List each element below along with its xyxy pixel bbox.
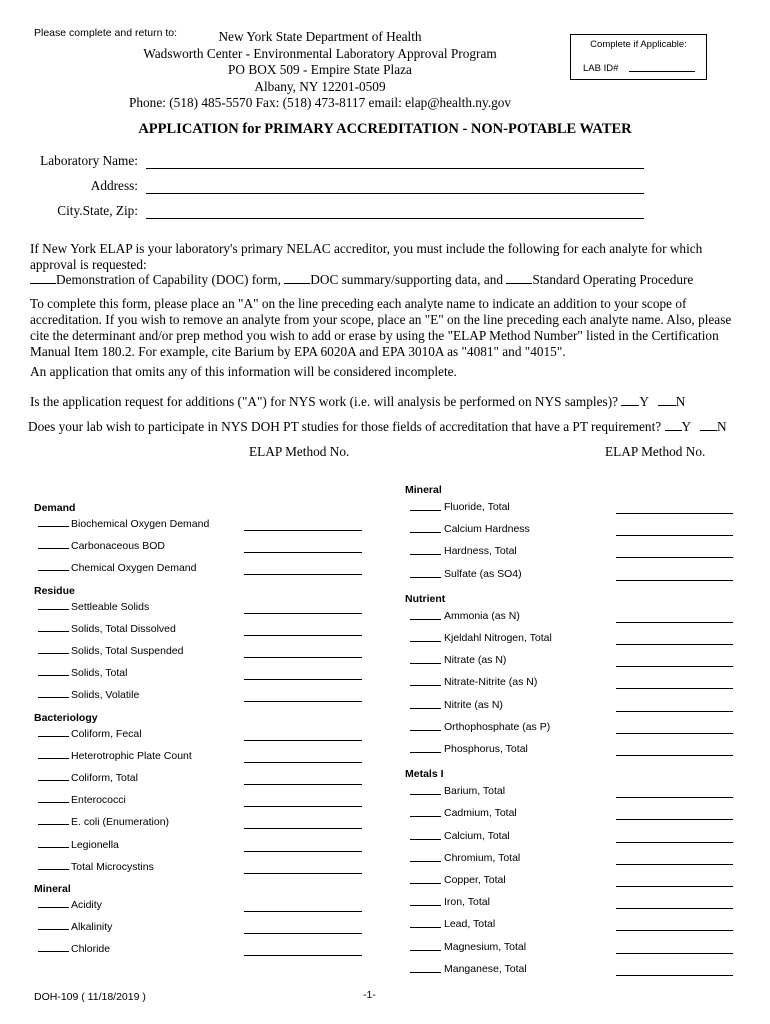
analyte-name: Ammonia (as N) xyxy=(444,609,520,622)
analyte-name: Kjeldahl Nitrogen, Total xyxy=(444,632,552,644)
method-number-input[interactable] xyxy=(616,711,733,712)
analyte-action-blank[interactable] xyxy=(410,861,441,862)
method-number-input[interactable] xyxy=(616,644,733,645)
analyte-action-blank[interactable] xyxy=(410,619,441,620)
method-number-input[interactable] xyxy=(616,908,733,909)
pt-study-no-label: N xyxy=(716,419,727,434)
analyte-action-blank[interactable] xyxy=(410,510,441,511)
analyte-name: Solids, Total Dissolved xyxy=(71,622,176,635)
analyte-action-blank[interactable] xyxy=(410,708,441,709)
analyte-name: Lead, Total xyxy=(444,918,496,931)
analyte-action-blank[interactable] xyxy=(410,839,441,840)
method-number-input[interactable] xyxy=(616,666,733,667)
analyte-action-blank[interactable] xyxy=(38,847,69,848)
doc-form-blank[interactable] xyxy=(30,272,56,284)
analyte-name: Sulfate (as SO4) xyxy=(444,567,522,580)
nys-work-no-blank[interactable] xyxy=(658,394,676,406)
analyte-name: Biochemical Oxygen Demand xyxy=(71,518,210,530)
method-number-input[interactable] xyxy=(244,873,362,874)
lab-id-label: LAB ID# xyxy=(583,63,619,74)
analyte-name: Fluoride, Total xyxy=(444,501,510,513)
method-number-input[interactable] xyxy=(244,911,362,912)
analyte-name: Heterotrophic Plate Count xyxy=(71,749,192,762)
analyte-action-blank[interactable] xyxy=(410,972,441,973)
analyte-name: Magnesium, Total xyxy=(444,940,527,953)
method-number-input[interactable] xyxy=(244,701,362,702)
city-input[interactable] xyxy=(146,218,644,219)
method-number-input[interactable] xyxy=(244,740,362,741)
doc-summary-label: DOC summary/supporting data, and xyxy=(310,272,504,287)
return-instruction: Please complete and return to: xyxy=(34,27,178,39)
sop-label: Standard Operating Procedure xyxy=(532,272,694,287)
analyte-name: Chromium, Total xyxy=(444,851,521,864)
method-number-input[interactable] xyxy=(616,535,733,536)
method-number-input[interactable] xyxy=(244,933,362,934)
analyte-action-blank[interactable] xyxy=(38,780,69,781)
lab-id-input[interactable] xyxy=(629,71,695,72)
analyte-name: Enterococci xyxy=(71,794,126,807)
analyte-action-blank[interactable] xyxy=(38,675,69,676)
method-number-input[interactable] xyxy=(616,953,733,954)
method-number-input[interactable] xyxy=(616,842,733,843)
city-zip: Albany, NY 12201-0509 xyxy=(254,78,386,94)
analyte-action-blank[interactable] xyxy=(38,653,69,654)
address-label: Address: xyxy=(90,178,138,193)
analyte-action-blank[interactable] xyxy=(38,736,69,737)
method-number-input[interactable] xyxy=(244,552,362,553)
method-number-input[interactable] xyxy=(616,688,733,689)
analyte-action-blank[interactable] xyxy=(410,950,441,951)
method-number-input[interactable] xyxy=(616,975,733,976)
section-heading-mineral: Mineral xyxy=(34,883,71,895)
analyte-name: Calcium Hardness xyxy=(444,523,530,536)
analyte-name: Nitrate (as N) xyxy=(444,654,507,667)
analyte-name: Barium, Total xyxy=(444,785,506,798)
analyte-action-blank[interactable] xyxy=(38,824,69,825)
nys-work-no-label: N xyxy=(675,394,686,409)
analyte-action-blank[interactable] xyxy=(38,951,69,952)
analyte-action-blank[interactable] xyxy=(410,641,441,642)
analyte-name: Chemical Oxygen Demand xyxy=(71,562,197,575)
analyte-name: E. coli (Enumeration) xyxy=(71,816,170,829)
analyte-name: Iron, Total xyxy=(444,896,490,909)
section-heading-bacteriology: Bacteriology xyxy=(34,711,98,724)
method-number-input[interactable] xyxy=(616,886,733,887)
analyte-name: Carbonaceous BOD xyxy=(71,540,165,553)
analyte-action-blank[interactable] xyxy=(410,730,441,731)
analyte-action-blank[interactable] xyxy=(38,802,69,803)
analyte-action-blank[interactable] xyxy=(410,883,441,884)
analyte-name: Legionella xyxy=(71,838,119,851)
nys-work-yes-label: Y xyxy=(639,394,649,409)
analyte-name: Orthophosphate (as P) xyxy=(444,720,551,733)
analyte-action-blank[interactable] xyxy=(38,526,69,527)
method-number-input[interactable] xyxy=(616,513,733,514)
section-heading-metals-i: Metals I xyxy=(405,768,444,781)
section-heading-residue: Residue xyxy=(34,584,75,597)
analyte-name: Settleable Solids xyxy=(71,600,150,613)
instruction-paragraph-2: To complete this form, please place an "A" on the line preceding each analyte name to indicate an addition to your scope of accreditation. If you wish to remove an analyte from your scope, place an "E" on the line preceding each analyte name. Also, please cite the determinant and/or prep method you wish to add or erase by using the "ELAP Method Number" listed in the Certification Manual Item 180.2. For example, cite Barium by EPA 6020A and EPA 3010A as "4081" and "4015". xyxy=(30,296,732,359)
lab-name-input[interactable] xyxy=(146,168,644,169)
analyte-action-blank[interactable] xyxy=(410,577,441,578)
analyte-name: Solids, Volatile xyxy=(71,689,140,702)
method-number-input[interactable] xyxy=(616,819,733,820)
city-label: City.State, Zip: xyxy=(57,203,138,218)
pt-study-yes-blank[interactable] xyxy=(665,419,682,431)
section-heading-mineral: Mineral xyxy=(405,484,442,496)
method-number-input[interactable] xyxy=(244,530,362,531)
method-number-input[interactable] xyxy=(244,762,362,763)
pt-study-no-blank[interactable] xyxy=(700,419,717,431)
address-input[interactable] xyxy=(146,193,644,194)
method-number-input[interactable] xyxy=(616,622,733,623)
agency-name: New York State Department of Health xyxy=(218,29,422,44)
method-number-input[interactable] xyxy=(616,580,733,581)
section-heading-nutrient: Nutrient xyxy=(405,592,446,605)
method-number-input[interactable] xyxy=(616,755,733,756)
pt-study-question-text: Does your lab wish to participate in NYS DOH PT studies for those fields of accreditation that have a PT requirement? xyxy=(28,419,662,434)
method-number-input[interactable] xyxy=(244,679,362,680)
analyte-name: Calcium, Total xyxy=(444,829,510,842)
doc-summary-blank[interactable] xyxy=(284,272,310,284)
method-number-input[interactable] xyxy=(616,733,733,734)
left-method-header: ELAP Method No. xyxy=(249,444,350,459)
analyte-action-blank[interactable] xyxy=(38,907,69,908)
analyte-name: Copper, Total xyxy=(444,874,506,886)
analyte-name: Alkalinity xyxy=(71,921,113,934)
analyte-name: Solids, Total Suspended xyxy=(71,645,184,657)
pt-study-yes-label: Y xyxy=(681,419,691,434)
analyte-action-blank[interactable] xyxy=(410,816,441,817)
analyte-action-blank[interactable] xyxy=(38,548,69,549)
analyte-action-blank[interactable] xyxy=(38,609,69,610)
analyte-action-blank[interactable] xyxy=(410,685,441,686)
method-number-input[interactable] xyxy=(244,828,362,829)
method-number-input[interactable] xyxy=(244,635,362,636)
page-number: -1- xyxy=(363,989,376,1001)
analyte-name: Hardness, Total xyxy=(444,545,517,558)
required-items-line xyxy=(30,272,742,288)
method-number-input[interactable] xyxy=(244,613,362,614)
method-number-input[interactable] xyxy=(244,574,362,575)
lab-id-caption: Complete if Applicable: xyxy=(590,39,687,50)
method-number-input[interactable] xyxy=(616,930,733,931)
analyte-name: Coliform, Fecal xyxy=(71,727,142,740)
form-code: DOH-109 ( 11/18/2019 ) xyxy=(34,991,146,1003)
method-number-input[interactable] xyxy=(244,806,362,807)
analyte-name: Total Microcystins xyxy=(71,860,154,873)
method-number-input[interactable] xyxy=(244,955,362,956)
po-box: PO BOX 509 - Empire State Plaza xyxy=(228,62,412,77)
method-number-input[interactable] xyxy=(616,864,733,865)
pt-study-question xyxy=(28,419,758,435)
contact-line: Phone: (518) 485-5570 Fax: (518) 473-8117 email: elap@health.ny.gov xyxy=(128,95,512,110)
analyte-name: Solids, Total xyxy=(71,667,128,680)
analyte-action-blank[interactable] xyxy=(410,794,441,795)
analyte-action-blank[interactable] xyxy=(410,752,441,753)
nys-work-question xyxy=(30,394,742,410)
analyte-action-blank[interactable] xyxy=(38,697,69,698)
analyte-action-blank[interactable] xyxy=(410,554,441,555)
analyte-name: Acidity xyxy=(71,899,102,911)
analyte-name: Cadmium, Total xyxy=(444,807,517,820)
right-method-header: ELAP Method No. xyxy=(605,444,706,459)
analyte-name: Nitrate-Nitrite (as N) xyxy=(444,676,538,689)
analyte-name: Chloride xyxy=(71,943,111,956)
analyte-action-blank[interactable] xyxy=(38,570,69,571)
instruction-paragraph-1: If New York ELAP is your laboratory's primary NELAC accreditor, you must include the following for each analyte for which approval is requested: xyxy=(30,241,703,272)
method-number-input[interactable] xyxy=(244,851,362,852)
method-number-input[interactable] xyxy=(244,784,362,785)
method-number-input[interactable] xyxy=(616,797,733,798)
method-number-input[interactable] xyxy=(616,557,733,558)
method-number-input[interactable] xyxy=(244,657,362,658)
analyte-action-blank[interactable] xyxy=(38,929,69,930)
analyte-name: Phosphorus, Total xyxy=(444,743,528,755)
section-heading-demand: Demand xyxy=(34,502,76,514)
analyte-action-blank[interactable] xyxy=(410,663,441,664)
sop-blank[interactable] xyxy=(506,272,532,284)
analyte-name: Manganese, Total xyxy=(444,962,527,975)
analyte-action-blank[interactable] xyxy=(38,631,69,632)
analyte-action-blank[interactable] xyxy=(38,758,69,759)
analyte-action-blank[interactable] xyxy=(38,869,69,870)
nys-work-question-text: Is the application request for additions ("A") for NYS work (i.e. will analysis be performed on NYS samples)? xyxy=(30,394,619,409)
analyte-action-blank[interactable] xyxy=(410,532,441,533)
nys-work-yes-blank[interactable] xyxy=(621,394,639,406)
form-title: APPLICATION for PRIMARY ACCREDITATION - NON-POTABLE WATER xyxy=(138,121,632,137)
analyte-action-blank[interactable] xyxy=(410,927,441,928)
agency-address-block xyxy=(120,29,520,112)
analyte-action-blank[interactable] xyxy=(410,905,441,906)
analyte-name: Coliform, Total xyxy=(71,772,138,784)
incomplete-warning: An application that omits any of this information will be considered incomplete. xyxy=(30,364,457,379)
lab-name-label: Laboratory Name: xyxy=(40,153,138,168)
analyte-name: Nitrite (as N) xyxy=(444,698,503,711)
lab-id-box xyxy=(570,34,707,80)
doc-form-label: Demonstration of Capability (DOC) form, xyxy=(56,272,281,287)
program-name: Wadsworth Center - Environmental Laboratory Approval Program xyxy=(143,45,497,61)
